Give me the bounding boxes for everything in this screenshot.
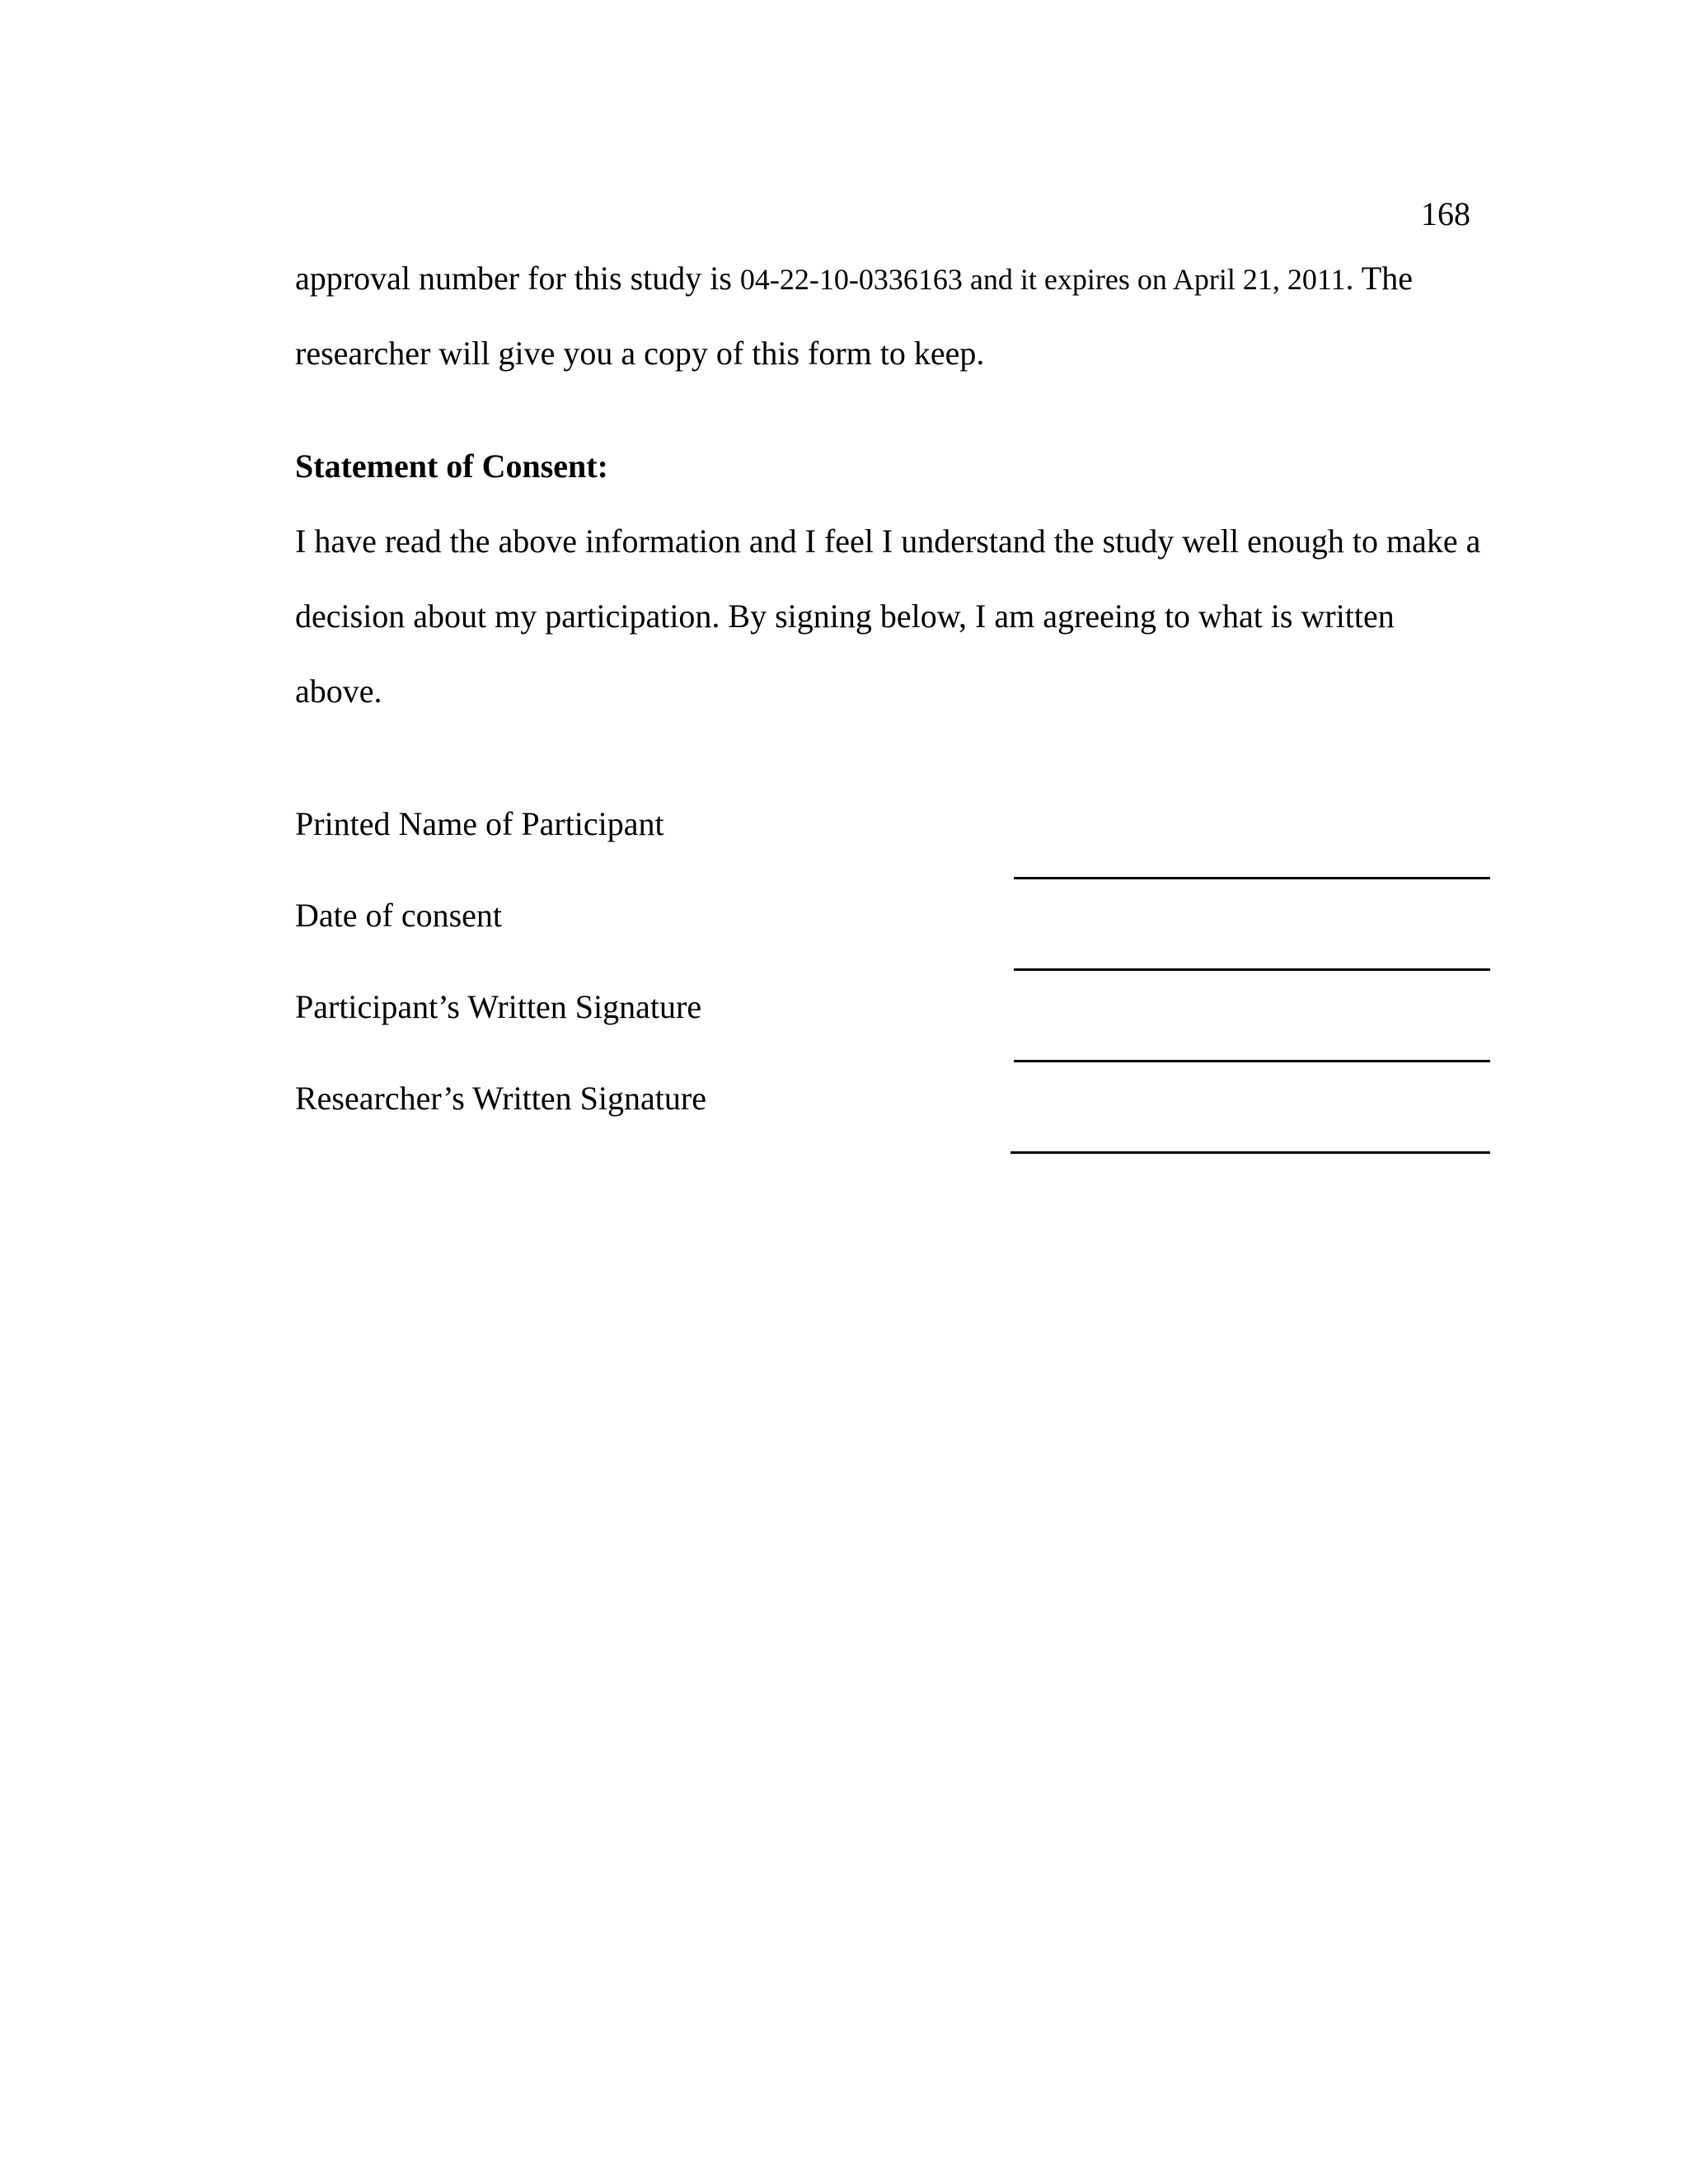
expiry-date: April 21, 2011 (1172, 263, 1346, 296)
participant-signature-line[interactable] (1014, 1060, 1490, 1062)
printed-name-line[interactable] (1014, 877, 1490, 879)
expires-text: and it expires on (962, 263, 1173, 296)
researcher-signature-line[interactable] (1010, 1151, 1490, 1154)
approval-number: 04-22-10-0336163 (739, 263, 963, 296)
paragraph-line-1-end: . The (1345, 260, 1413, 297)
consent-line-2: decision about my participation. By signing below, I am agreeing to what is written (295, 598, 1395, 635)
paragraph-line-1 (295, 259, 1413, 299)
participant-signature-label: Participant’s Written Signature (295, 988, 702, 1025)
consent-heading: Statement of Consent: (295, 448, 608, 485)
paragraph-line-2: researcher will give you a copy of this form to keep. (295, 335, 985, 372)
approval-text: approval number for this study is (295, 260, 740, 297)
consent-line-3: above. (295, 673, 382, 710)
researcher-signature-label: Researcher’s Written Signature (295, 1080, 706, 1117)
page-number: 168 (1421, 195, 1470, 232)
date-of-consent-line[interactable] (1014, 968, 1490, 971)
date-of-consent-label: Date of consent (295, 897, 503, 934)
consent-line-1: I have read the above information and I feel I understand the study well enough to make a (295, 523, 1481, 560)
printed-name-label: Printed Name of Participant (295, 805, 664, 842)
